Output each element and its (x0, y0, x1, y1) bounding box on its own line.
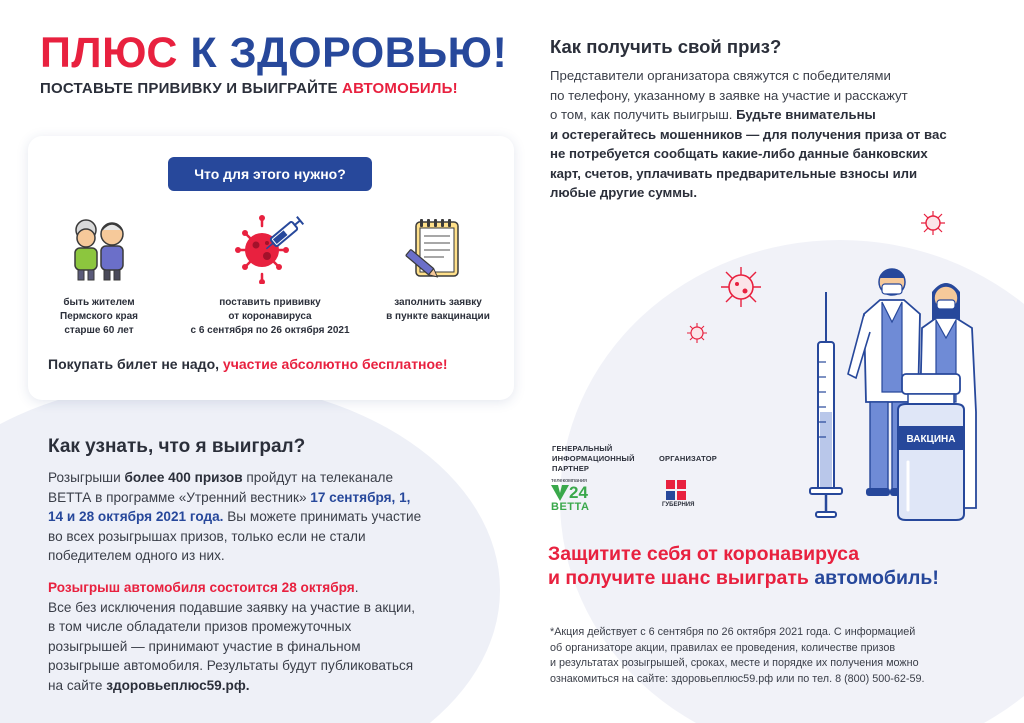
website-link[interactable]: здоровьеплюс59.рф. (106, 677, 250, 693)
vetta-name: ВЕТТА (551, 501, 590, 513)
slogan-highlight: автомобиль! (814, 567, 939, 589)
paragraph-line (550, 183, 947, 203)
text-run: . (354, 580, 359, 595)
win-heading: Как узнать, что я выиграл? (48, 436, 306, 457)
requirement-line: быть жителем (63, 297, 135, 308)
slogan-text: и получите шанс выиграть (548, 567, 809, 589)
win-paragraph-car (48, 578, 415, 695)
label-line: ГЕНЕРАЛЬНЫЙ (552, 444, 613, 453)
requirement-line: поставить прививку (219, 297, 321, 308)
text-run-bold: и остерегайтесь мошенников — для получения приза от вас (550, 126, 947, 142)
free-note-text: Покупать билет не надо, (48, 356, 220, 372)
text-run-bold: более 400 призов (124, 470, 243, 485)
footnote-line: и результатах розыгрышей, сроках, месте и порядке их получения можно (550, 657, 919, 669)
virus-syringe-icon (234, 212, 306, 284)
requirement-line: от коронавируса (228, 311, 312, 322)
text-run: ВЕТТА в программе «Утренний вестник» (48, 489, 311, 505)
general-partner-label (552, 444, 635, 474)
vetta-logo[interactable] (551, 478, 595, 516)
paragraph-line (550, 125, 947, 145)
paragraph-line (48, 507, 421, 527)
paragraph-line: победителем одного из них. (48, 548, 225, 563)
text-run: на сайте (48, 677, 107, 693)
gubernia-name: ГУБЕРНИЯ (662, 502, 695, 508)
subtitle-highlight: АВТОМОБИЛЬ! (342, 80, 458, 97)
text-run-bold: любые другие суммы. (550, 185, 697, 200)
paragraph-line (48, 676, 415, 696)
win-paragraph-draws (48, 468, 421, 566)
gubernia-logo[interactable] (662, 480, 702, 516)
text-run-bold: Будьте внимательны (736, 107, 876, 122)
requirement-age (40, 296, 158, 338)
label-line: ИНФОРМАЦИОННЫЙ (552, 454, 635, 463)
vetta-mark (551, 485, 595, 501)
text-run-date: 17 сентября, 1, (310, 489, 411, 505)
requirement-line: в пункте вакцинации (386, 311, 490, 322)
text-run: о том, как получить выигрыш. (550, 107, 737, 122)
title-part-red: ПЛЮС (40, 29, 178, 77)
label-line: ПАРТНЕР (552, 464, 590, 473)
free-note-highlight: участие абсолютно бесплатное! (222, 356, 448, 372)
paragraph-line (550, 144, 947, 164)
vaccine-label: ВАКЦИНА (906, 434, 956, 445)
text-run: Розыгрыши (48, 470, 125, 485)
paragraph-line (550, 105, 947, 125)
paragraph-line: во всех розыгрышах призов, только если не стали (48, 528, 366, 544)
requirement-line: с 6 сентября по 26 октября 2021 (190, 325, 350, 336)
virus-icon (920, 210, 946, 236)
paragraph-line: розыгрышей — принимают участие в финальном (48, 638, 361, 654)
text-run-date: 14 и 28 октября 2021 года. (48, 509, 224, 524)
paragraph-line: в том числе обладатели призов промежуточных (48, 619, 352, 634)
prize-paragraph (550, 66, 947, 203)
footnote (550, 625, 925, 687)
paragraph-line: Представители организатора свяжутся с победителями (550, 68, 891, 83)
vaccine-bottle-icon (898, 374, 964, 520)
vetta-small-caption: телекомпания (551, 478, 588, 484)
footnote-line: ознакомиться на сайте: здоровьеплюс59.рф или по тел. 8 (800) 500-62-59. (550, 672, 925, 685)
paragraph-line: Все без исключения подавшие заявку на участие в акции, (48, 599, 416, 615)
requirement-application (378, 296, 498, 324)
clipboard-pen-icon (404, 216, 466, 282)
paragraph-line (48, 578, 415, 598)
vetta-number: 24 (569, 483, 588, 502)
footnote-line: *Акция действует с 6 сентября по 26 октября 2021 года. С информацией (550, 626, 916, 638)
paragraph-line: по телефону, указанному в заявке на участие и расскажут (550, 87, 908, 103)
requirements-pill: Что для этого нужно? (168, 157, 372, 191)
gubernia-mark-icon (666, 480, 686, 500)
vetta-v-icon (551, 485, 569, 501)
paragraph-line (48, 488, 421, 508)
requirement-line: Пермского края (60, 311, 138, 322)
text-run: Вы можете принимать участие (223, 509, 422, 524)
slogan-line (548, 566, 939, 590)
paragraph-line: розыгрыше автомобиля. Результаты будут публиковаться (48, 658, 414, 673)
organizer-label: ОРГАНИЗАТОР (659, 454, 718, 463)
title-part-blue: К ЗДОРОВЬЮ! (190, 29, 508, 77)
car-draw-date: Розыгрыш автомобиля состоится 28 октября (48, 580, 355, 595)
elderly-couple-icon (68, 216, 130, 282)
requirement-vaccine (176, 296, 364, 338)
virus-icon (720, 266, 762, 308)
paragraph-line (48, 468, 421, 488)
free-participation-note (48, 356, 448, 372)
text-run-bold: не потребуется сообщать какие-либо данные банковских (550, 146, 928, 161)
requirement-line: заполнить заявку (394, 297, 482, 308)
prize-heading: Как получить свой приз? (550, 36, 782, 57)
text-run: пройдут на телеканале (242, 470, 394, 485)
page-subtitle (40, 80, 458, 97)
paragraph-line (550, 164, 947, 184)
doctors-illustration (800, 262, 986, 524)
slogan-line: Защитите себя от коронавируса (548, 543, 860, 565)
page-title (40, 28, 507, 78)
subtitle-text: ПОСТАВЬТЕ ПРИВИВКУ И ВЫИГРАЙТЕ (40, 80, 338, 97)
slogan (548, 542, 939, 590)
requirement-line: старше 60 лет (64, 325, 134, 336)
footnote-line: об организаторе акции, правилах ее проведения, количестве призов (550, 641, 896, 654)
syringe-icon (810, 292, 842, 517)
virus-icon (686, 322, 708, 344)
text-run-bold: карт, счетов, уплачивать предварительные взносы или (550, 165, 918, 181)
